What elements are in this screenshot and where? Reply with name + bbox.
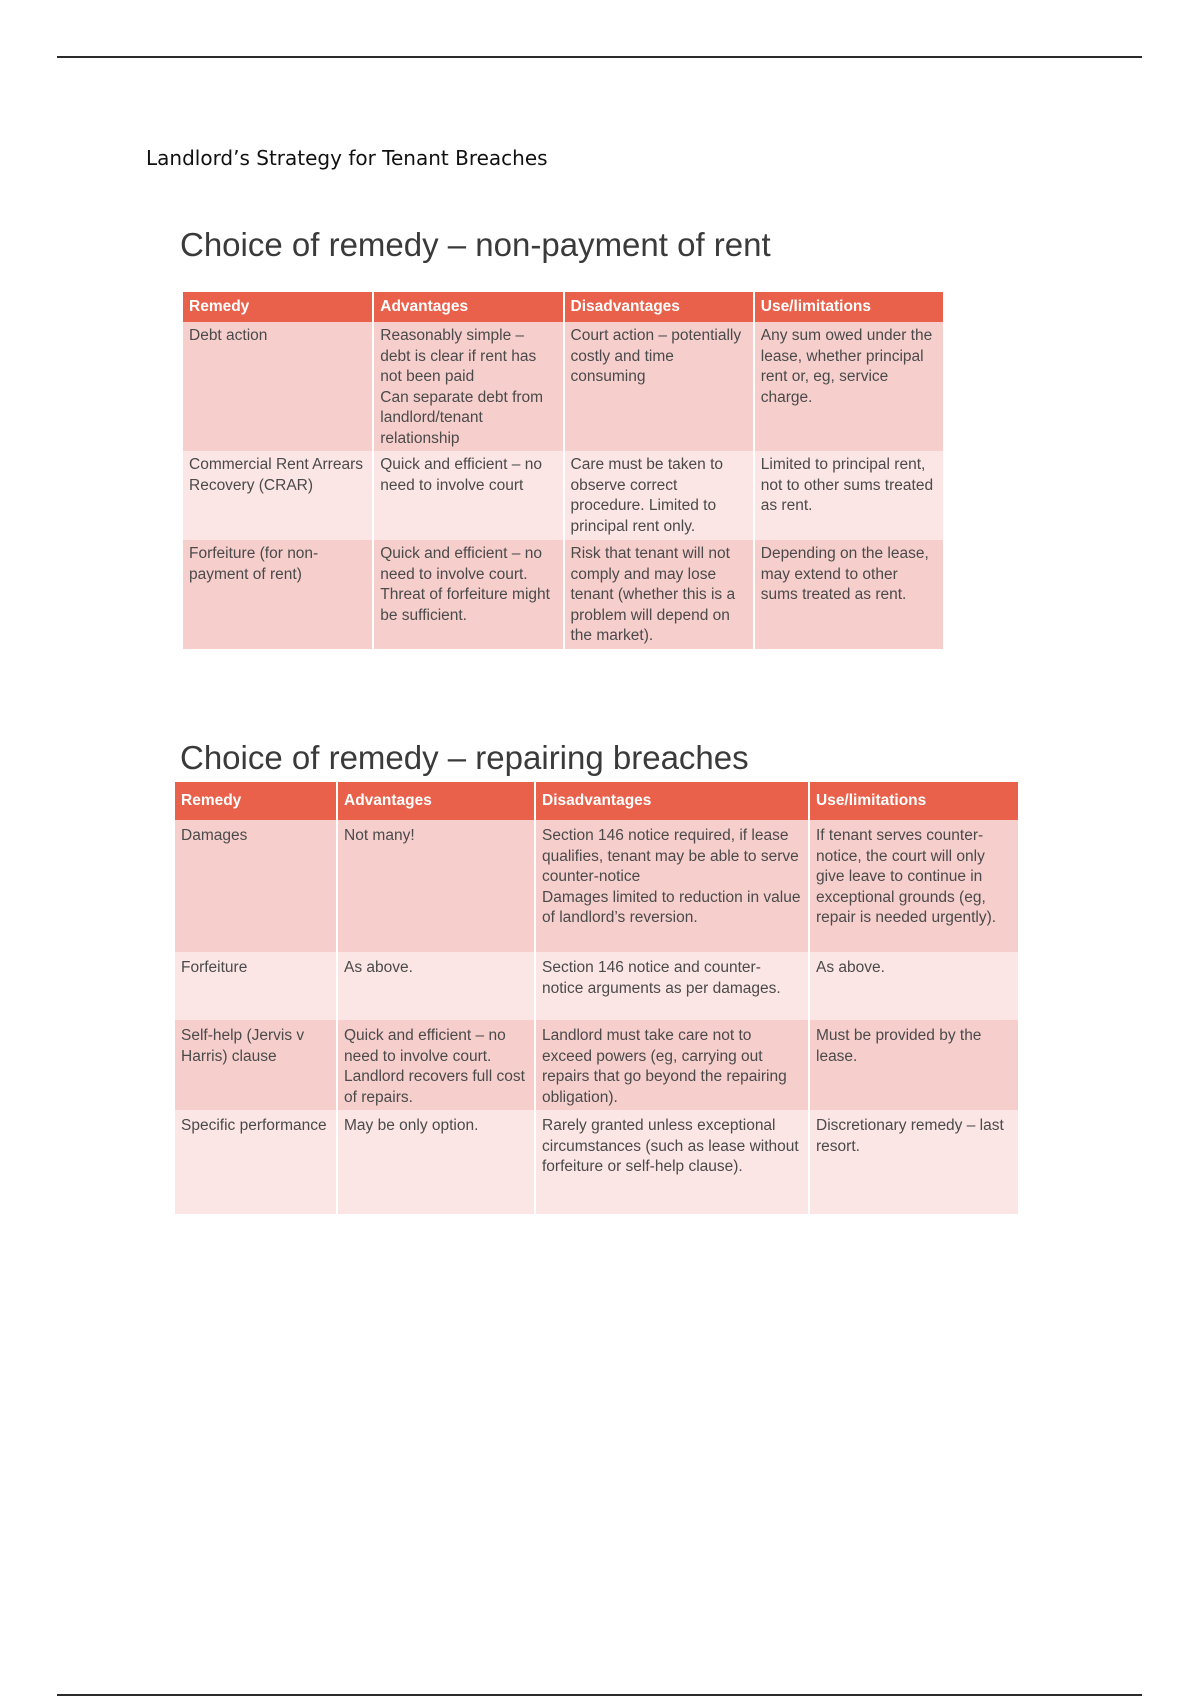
cell-remedy: Self-help (Jervis v Harris) clause [175, 1020, 337, 1110]
cell-disadvantages: Risk that tenant will not comply and may lose tenant (whether this is a problem will depend on the market). [564, 540, 754, 649]
cell-use-limitations: Depending on the lease, may extend to other sums treated as rent. [754, 540, 944, 649]
slide-repairing-breaches [160, 730, 1020, 1220]
disadvantage-line: Section 146 notice required, if lease qualifies, tenant may be able to serve counter-notice [542, 827, 799, 885]
cell-use-limitations: As above. [809, 952, 1019, 1020]
table-row [175, 1020, 1019, 1110]
header-use-limitations: Use/limitations [809, 782, 1019, 820]
cell-use-limitations: Must be provided by the lease. [809, 1020, 1019, 1110]
cell-advantages: Quick and efficient – no need to involve court. Threat of forfeiture might be sufficient. [373, 540, 563, 649]
header-advantages: Advantages [337, 782, 535, 820]
header-disadvantages: Disadvantages [535, 782, 809, 820]
advantage-line: Reasonably simple – debt is clear if rent has not been paid [380, 327, 537, 385]
slide-non-payment-of-rent [160, 216, 1020, 686]
header-remedy: Remedy [183, 292, 373, 322]
table-row [183, 322, 944, 451]
cell-use-limitations: Limited to principal rent, not to other sums treated as rent. [754, 451, 944, 540]
cell-disadvantages: Court action – potentially costly and time consuming [564, 322, 754, 451]
header-rule [57, 56, 1142, 58]
remedy-table-rent [183, 292, 945, 649]
cell-remedy: Specific performance [175, 1110, 337, 1214]
cell-remedy: Commercial Rent Arrears Recovery (CRAR) [183, 451, 373, 540]
cell-disadvantages: Landlord must take care not to exceed powers (eg, carrying out repairs that go beyond the repairing obligation). [535, 1020, 809, 1110]
cell-use-limitations: Discretionary remedy – last resort. [809, 1110, 1019, 1214]
header-disadvantages: Disadvantages [564, 292, 754, 322]
cell-advantages: Quick and efficient – no need to involve court. Landlord recovers full cost of repairs. [337, 1020, 535, 1110]
cell-advantages: May be only option. [337, 1110, 535, 1214]
header-remedy: Remedy [175, 782, 337, 820]
cell-disadvantages: Care must be taken to observe correct procedure. Limited to principal rent only. [564, 451, 754, 540]
table-row [175, 952, 1019, 1020]
table-row [175, 1110, 1019, 1214]
advantage-line: Can separate debt from landlord/tenant relationship [380, 388, 544, 447]
table-row [175, 820, 1019, 952]
cell-disadvantages: Rarely granted unless exceptional circumstances (such as lease without forfeiture or self-help clause). [535, 1110, 809, 1214]
table-header-row [175, 782, 1019, 820]
cell-use-limitations: If tenant serves counter-notice, the court will only give leave to continue in exceptional grounds (eg, repair is needed urgently). [809, 820, 1019, 952]
slide-title: Choice of remedy – repairing breaches [180, 739, 749, 776]
slide-title: Choice of remedy – non-payment of rent [180, 226, 771, 263]
cell-advantages: Not many! [337, 820, 535, 952]
disadvantage-line: Damages limited to reduction in value of landlord’s reversion. [542, 888, 801, 926]
cell-remedy: Debt action [183, 322, 373, 451]
header-advantages: Advantages [373, 292, 563, 322]
cell-advantages [373, 322, 563, 451]
header-use-limitations: Use/limitations [754, 292, 944, 322]
cell-remedy: Damages [175, 820, 337, 952]
cell-advantages: Quick and efficient – no need to involve court [373, 451, 563, 540]
table-header-row [183, 292, 944, 322]
cell-use-limitations: Any sum owed under the lease, whether principal rent or, eg, service charge. [754, 322, 944, 451]
cell-remedy: Forfeiture [175, 952, 337, 1020]
table-row [183, 451, 944, 540]
document-title: Landlord’s Strategy for Tenant Breaches [146, 146, 548, 170]
remedy-table-repairs [175, 782, 1020, 1214]
cell-advantages: As above. [337, 952, 535, 1020]
table-row [183, 540, 944, 649]
cell-disadvantages: Section 146 notice and counter-notice arguments as per damages. [535, 952, 809, 1020]
footer-rule [57, 1694, 1142, 1696]
cell-remedy: Forfeiture (for non-payment of rent) [183, 540, 373, 649]
cell-disadvantages [535, 820, 809, 952]
